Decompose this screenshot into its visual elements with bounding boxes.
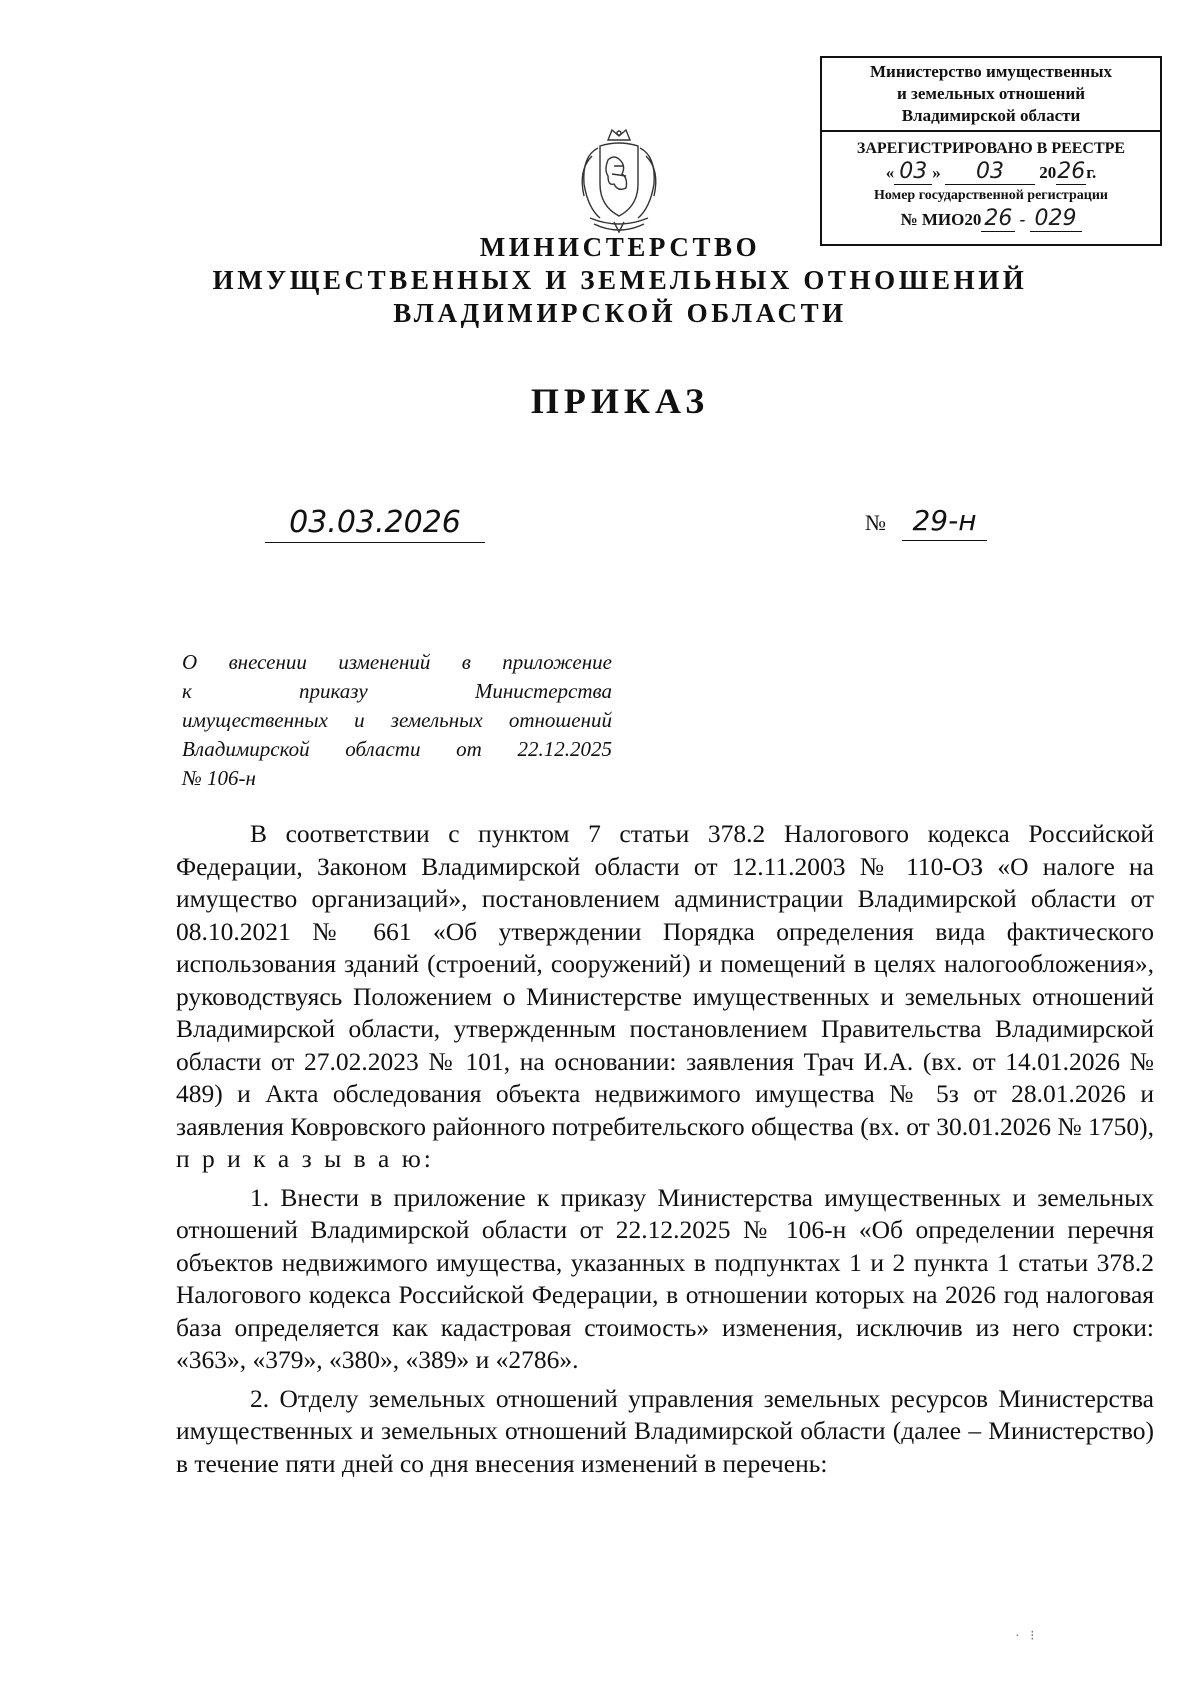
stamp-date-quote-open: « [885, 163, 895, 182]
stamp-date-quote-close: » [932, 163, 941, 182]
subject-line: № 106-н [182, 766, 256, 790]
item-2-paragraph: 2. Отделу земельных отношений управления земельных ресурсов Министерства имущественных и земельных отношений Владимирской области (далее – Министерство) в течение пяти дней со дня внесения изменений в перечень: [176, 1383, 1154, 1478]
stamp-registration-date [822, 160, 1160, 185]
stamp-reg-number [822, 207, 1160, 232]
document-type-title: ПРИКАЗ [530, 381, 710, 421]
stamp-date-day: 03 [894, 160, 932, 185]
stamp-reg-prefix: № МИО20 [900, 210, 982, 229]
stamp-owner [822, 58, 1160, 130]
subject-line: к приказу Министерства [182, 679, 612, 703]
order-date: 03.03.2026 [265, 504, 485, 543]
ministry-name-line1: МИНИСТЕРСТВО [479, 232, 761, 262]
subject-line: имущественных и земельных отношений [182, 708, 612, 732]
order-number-sign: № [865, 510, 886, 535]
stamp-reg-year: 26 [981, 207, 1015, 232]
order-number: 29-н [902, 502, 987, 541]
stamp-reg-dash: - [1019, 210, 1026, 229]
stamp-owner-line: и земельных отношений [896, 84, 1086, 103]
order-word: п р и к а з ы в а ю: [176, 1144, 434, 1173]
stamp-date-year-end: г. [1086, 163, 1097, 182]
stamp-date-month: 03 [945, 160, 1035, 185]
subject-line: О внесении изменений в приложение [182, 650, 612, 674]
order-subject [182, 648, 612, 793]
preamble-text: В соответствии с пунктом 7 статьи 378.2 Налогового кодекса Российской Федерации, Законом Владимирской области от 12.11.2003 № 110-ОЗ «О налоге на имущество организаций», постановлением администрации Владимирской области от 08.10.2021 № 661 «Об утверждении Порядка определения вида фактического использования зданий (строений, сооружений) и помещений в целях налогообложения», руководствуясь Положением о Министерстве имущественных и земельных отношений Владимирской области, утвержденным постановлением Правительства Владимирской области от 27.02.2023 № 101, на основании: заявления Трач И.А. (вх. от 14.01.2026 № 489) и Акта обследования объекта недвижимого имущества № 5з от 28.01.2026 и заявления Ковровского районного потребительского общества (вх. от 30.01.2026 № 1750), [176, 819, 1154, 1141]
coat-of-arms-icon [570, 126, 668, 238]
order-body [176, 818, 1154, 1480]
registry-stamp [820, 56, 1162, 246]
stamp-date-year-prefix: 20 [1039, 163, 1057, 182]
scan-artifact: · ⁝ [1015, 1629, 1035, 1644]
stamp-owner-line: Владимирской области [901, 106, 1081, 125]
stamp-divider [822, 130, 1160, 132]
subject-line: Владимирской области от 22.12.2025 [182, 737, 612, 761]
item-1-paragraph: 1. Внести в приложение к приказу Министерства имущественных и земельных отношений Владимирской области от 22.12.2025 № 106-н «Об определении перечня объектов недвижимого имущества, указанных в подпунктах 1 и 2 пункта 1 статьи 378.2 Налогового кодекса Российской Федерации, в отношении которых на 2026 год налоговая база определяется как кадастровая стоимость» изменения, исключив из него строки: «363», «379», «380», «389» и «2786». [176, 1182, 1154, 1374]
stamp-reg-num: 029 [1030, 207, 1082, 232]
ministry-name-line2: ИМУЩЕСТВЕННЫХ И ЗЕМЕЛЬНЫХ ОТНОШЕНИЙ [212, 265, 1028, 295]
stamp-registered-label: ЗАРЕГИСТРИРОВАНО В РЕЕСТРЕ [856, 140, 1126, 157]
stamp-date-year-suffix: 26 [1057, 159, 1086, 184]
preamble-paragraph [176, 818, 1154, 1176]
stamp-owner-line: Министерство имущественных [869, 62, 1112, 81]
ministry-name-line3: ВЛАДИМИРСКОЙ ОБЛАСТИ [393, 298, 847, 328]
stamp-reg-label: Номер государственной регистрации [874, 188, 1108, 203]
